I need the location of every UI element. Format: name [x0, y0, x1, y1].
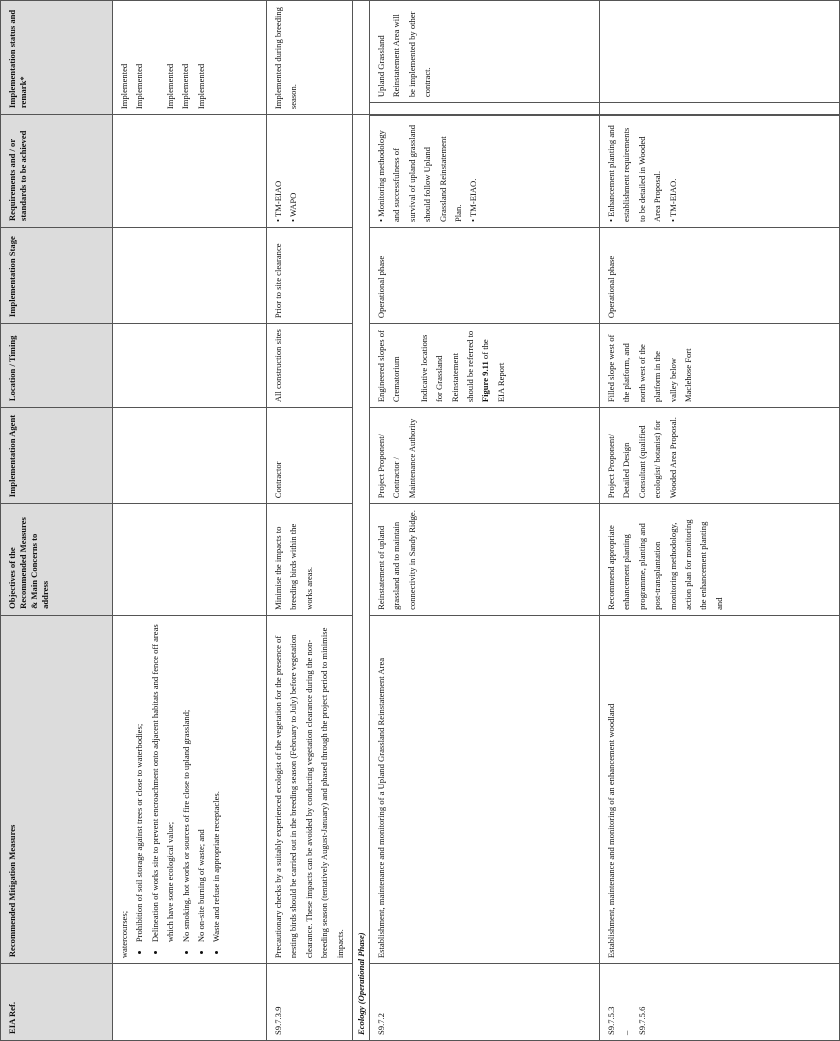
objective-cell: Minimise the impacts to breeding birds within the works areas. [267, 504, 353, 616]
agent-cell: Project Proponent/ Contractor / Maintenance Authority [370, 408, 600, 504]
spacer-cell [370, 103, 600, 115]
requirement-item: • Monitoring methodology and successfulness of survival of upland grassland should follow Upland Grassland Reinstatement Plan. [376, 124, 464, 223]
header-requirements: Requirements and / or standards to be achieved [1, 115, 113, 228]
table-row [113, 1, 267, 1041]
table-row [370, 1, 600, 1041]
location-text: Engineered slopes of Crematorium [376, 330, 402, 403]
ref-cell [113, 964, 267, 1041]
objective-cell: Recommend appropriate enhancement planting programme, planting and post-transplantation monitoring methodology, action plan for monitoring the enhancement planting and [600, 504, 840, 616]
spacer-cell [600, 103, 840, 115]
location-cell [113, 324, 267, 408]
measure-cell: Establishment, maintenance and monitoring of a Upland Grassland Reinstatement Area [370, 615, 600, 963]
ref-text: – [621, 1030, 632, 1035]
ref-cell: S9.7.2 [370, 964, 600, 1041]
header-agent: Implementation Agent [1, 408, 113, 504]
ref-text: S9.7.5.3 [606, 1006, 617, 1035]
header-status: Implementation status and remark* [1, 1, 113, 115]
measure-intro: watercourses; [119, 910, 129, 959]
table-row [267, 1, 353, 1041]
list-item: • No smoking, hot works or sources of fire close to upland grassland; [179, 621, 194, 942]
table-row [600, 1, 840, 1041]
location-text: of the EIA Report [480, 339, 506, 403]
requirement-item: • TM-EIAO. [667, 178, 678, 223]
agent-cell [113, 408, 267, 504]
status-cell [113, 1, 267, 115]
location-cell [370, 324, 600, 408]
header-objectives: Objectives of the Recommended Measures & Main Concerns to address [1, 504, 113, 616]
header-stage: Implementation Stage [1, 228, 113, 324]
requirements-cell [113, 115, 267, 228]
location-cell: Filled slope west of the platform, and north west of the platform in the valley below Maclehose Fort [600, 324, 840, 408]
section-row [353, 1, 370, 1041]
ref-cell: S9.7.3.9 [267, 964, 353, 1041]
list-item: • Delineation of works site to prevent encroachment onto adjacent habitats and fence off areas which have some ecological value; [148, 621, 179, 942]
requirements-cell [600, 115, 840, 228]
section-title: Ecology (Operational Phase) [353, 115, 370, 1041]
status-cell: Upland Grassland Reinstatement Area will be implemented by other contract. [370, 1, 600, 103]
agent-cell: Contractor [267, 408, 353, 504]
header-ref: EIA Ref. [1, 964, 113, 1041]
header-measures: Recommended Mitigation Measures [1, 615, 113, 963]
requirements-cell [370, 115, 600, 228]
list-item: • No on-site burning of waste; and [194, 621, 209, 942]
location-text: Indicative locations for Grassland Reinstatement should be referred to [418, 330, 476, 403]
ref-cell [600, 964, 840, 1041]
status-text: Implemented [195, 63, 206, 110]
figure-reference: Figure 9.11 [480, 361, 491, 403]
stage-cell: Operational phase [370, 228, 600, 324]
measure-cell: Establishment, maintenance and monitoring of an enhancement woodland [600, 615, 840, 963]
list-item: • Waste and refuse in appropriate receptacles. [209, 621, 224, 942]
requirement-item: • TM-EIAO [273, 180, 283, 223]
measure-cell: Precautionary checks by a suitably experienced ecologist of the vegetation for the presence of nesting birds should be carried out in the breeding season (February to July) before vegetation clearance. These impacts can be avoided by conducting vegetation clearance during the non-breeding season (tentatively August-January) and phased through the project period to minimise impacts. [267, 615, 353, 963]
objective-cell: Reinstatement of upland grassland and to maintain connectivity in Sandy Ridge. [370, 504, 600, 616]
list-item: • Prohibition of soil storage against trees or close to waterbodies; [132, 621, 147, 942]
requirement-item: • WAPO [288, 192, 299, 223]
stage-cell: Operational phase [600, 228, 840, 324]
objective-cell [113, 504, 267, 616]
status-text: Implemented [134, 63, 145, 110]
ref-text: S9.7.5.6 [636, 1006, 647, 1035]
status-text: Implemented [164, 63, 175, 110]
status-text: Implemented [180, 63, 191, 110]
header-row [1, 1, 113, 1041]
section-spacer [353, 1, 370, 115]
measure-cell [113, 615, 267, 963]
agent-cell: Project Proponent/ Detailed Design Consultant (qualified ecologist/ botanist) for Wooded Area Proposal. [600, 408, 840, 504]
stage-cell [113, 228, 267, 324]
requirements-cell [267, 115, 353, 228]
requirement-item: • TM-EIAO. [468, 178, 479, 223]
status-text: Implemented [119, 63, 129, 110]
location-cell: All construction sites [267, 324, 353, 408]
status-cell: Implemented during breeding season. [267, 1, 353, 115]
header-location: Location / Timing [1, 324, 113, 408]
measure-bullets [132, 621, 224, 958]
requirement-item: • Enhancement planting and establishment requirements to be detailed in Wooded Area Proposal. [606, 125, 663, 223]
status-cell [600, 1, 840, 103]
stage-cell: Prior to site clearance [267, 228, 353, 324]
